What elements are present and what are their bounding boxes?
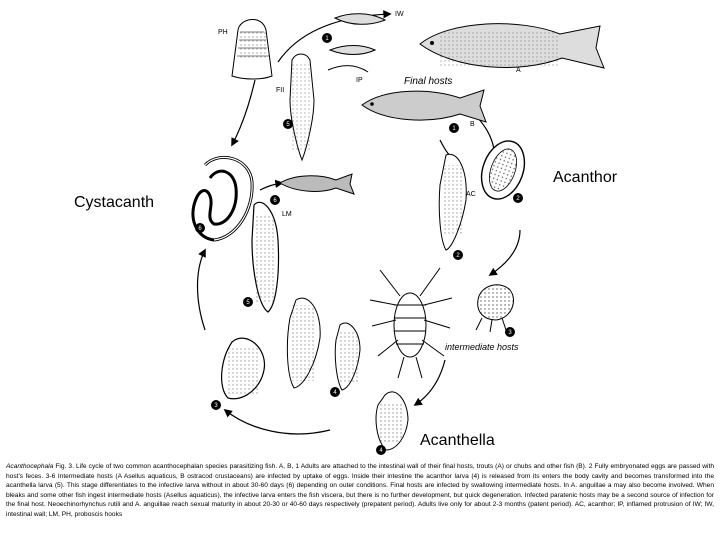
label-acanthor: Acanthor	[553, 169, 618, 186]
label-ip: IP	[356, 77, 363, 84]
stage-2b: 2	[456, 253, 460, 259]
label-fii: FII	[276, 87, 285, 94]
bleak-drawing	[280, 174, 354, 194]
label-final-hosts: Final hosts	[404, 76, 453, 87]
developing-larva-5	[287, 298, 320, 388]
ostracod-drawing	[476, 285, 514, 332]
isopod-drawing	[370, 268, 452, 378]
stage-5-fii: 5	[286, 122, 290, 128]
cystacanth-worm-bottom-left	[222, 338, 265, 399]
label-iw: IW	[395, 11, 404, 18]
trout-drawing	[420, 24, 604, 68]
label-intermediate-hosts: intermediate hosts	[445, 342, 519, 352]
stage-1-chub: 1	[452, 126, 456, 132]
label-ac: AC	[466, 191, 476, 198]
stage-4: 4	[333, 390, 337, 396]
stage-6b: 6	[273, 198, 277, 204]
stage-5: 5	[246, 300, 250, 306]
stage-1-top: 1	[325, 36, 329, 42]
arrow-bottom-right	[415, 360, 445, 405]
acanthor-larva-drawing	[439, 154, 466, 250]
arrow-ph-down	[232, 80, 255, 145]
figure-caption	[6, 462, 714, 520]
label-acanthella: Acanthella	[420, 432, 495, 449]
adult-worm-drawing	[290, 54, 314, 160]
stage-3: 3	[508, 330, 512, 336]
label-a: A	[516, 67, 521, 74]
label-cystacanth: Cystacanth	[74, 194, 155, 211]
developing-larva-4	[335, 323, 360, 390]
stage-5b: 3	[214, 403, 218, 409]
egg-acanthor-drawing	[474, 135, 532, 205]
label-b: B	[470, 121, 475, 128]
arrow-to-chub	[260, 183, 282, 190]
stage-2: 2	[516, 196, 520, 202]
proboscis-head-drawing	[232, 19, 272, 79]
stage-4b: 4	[379, 448, 383, 454]
arrow-bottom-left	[225, 410, 330, 434]
cystacanth-elongated-drawing	[252, 202, 279, 312]
stage-6: 6	[198, 226, 202, 232]
arrow-left-up	[198, 250, 206, 330]
label-lm: LM	[282, 211, 292, 218]
acanthella-larva-drawing	[376, 392, 408, 450]
label-ph: PH	[218, 29, 228, 36]
caption-genus: Acanthocephala	[6, 463, 54, 470]
chub-drawing	[362, 90, 486, 122]
caption-text: Fig. 3. Life cycle of two common acanthocephalan species parasitizing fish. A, B, 1 Adults are attached to the intestinal wall of their final hosts, trouts (A) or chubs and other fish (B). 2 Fully embryonated eggs are passed with host's feces. 3-6 Intermediate hosts (A Asellus aquaticus, B ostracod crustaceans) are infected by uptake of eggs. Inside their intestine the acanthor larva (4) is released from its enters the body cavity and becomes transformed into the acanthella larva (5). This stage differentiates to the infective larva without in about 30-60 days (6) depending on outer conditions. Final hosts are infected by swallowing intermediate hosts. In A. anguillae a may also become involved. When bleaks and some other fish ingest intermediate hosts (Asellus aquaticus), the infective larva enters the fish viscera, but there is no further development, but quick degeneration. Infected paratenic hosts may be a second source of infection for the final host. Neoechinorhynchus rutili and A. anguillae reach sexual maturity in about 20-30 or 40-60 days respectively (prepatent period). Adults live only for about 2-3 months (patent period). AC, acanthor; IP, inflamed protrusion of IW; IW, intestinal wall; LM, PH, proboscis hooks	[6, 463, 714, 518]
arrow-hosts-down	[490, 230, 520, 275]
